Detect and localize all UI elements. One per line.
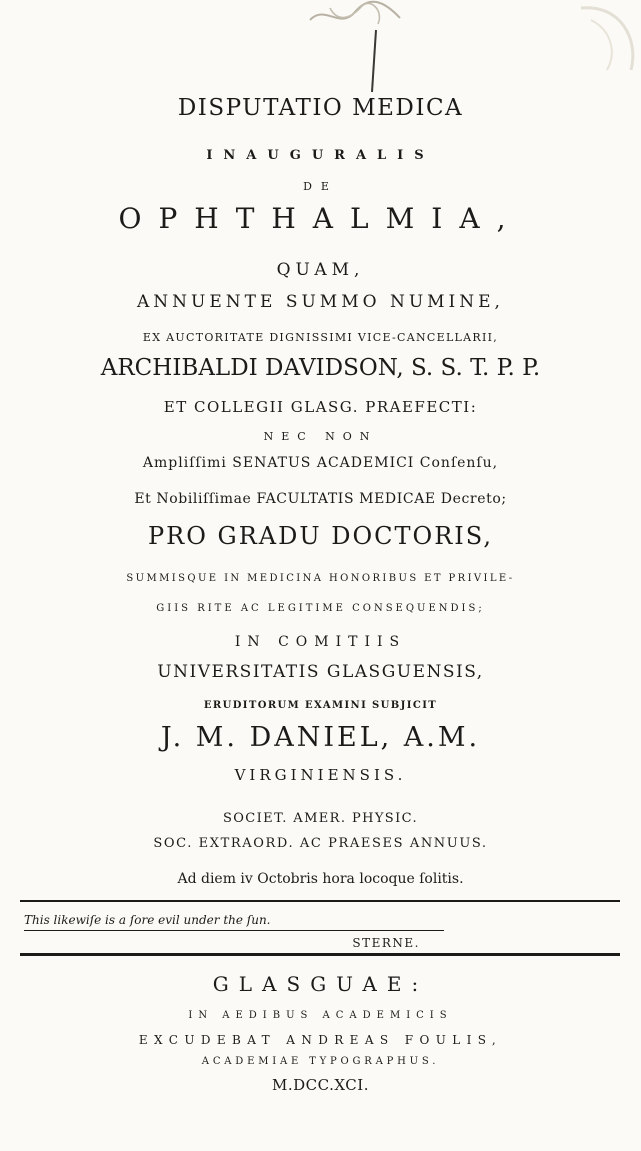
epigraph: This likewiſe is a ſore evil under the ſun. (24, 913, 271, 927)
in-comitiis-line: IN COMITIIS (234, 634, 407, 650)
collegii-line: ET COLLEGII GLASG. PRAEFECTI: (163, 398, 478, 416)
imprint-year: M.DCC.XCI. (272, 1076, 369, 1094)
giis-line: GIIS RITE AC LEGITIME CONSEQUENDIS; (156, 603, 485, 614)
eruditorum-line: ERUDITORUM EXAMINI SUBJICIT (203, 700, 438, 711)
epigraph-source: STERNE. (352, 936, 420, 950)
ad-diem-line: Ad diem iv Octobris hora locoque ſolitis. (177, 871, 464, 887)
top-rule (20, 900, 620, 902)
pro-gradu-line: PRO GRADU DOCTORIS, (148, 522, 493, 550)
in-aedibus-line: IN AEDIBUS ACADEMICIS (188, 1010, 453, 1021)
typographus-line: ACADEMIAE TYPOGRAPHUS. (201, 1056, 440, 1067)
universitatis-line: UNIVERSITATIS GLASGUENSIS, (157, 662, 484, 682)
excudebat-line: EXCUDEBAT ANDREAS FOULIS, (138, 1033, 503, 1047)
nec-non-line: NEC NON (263, 430, 378, 443)
bottom-rule (20, 953, 620, 956)
heading: DISPUTATIO MEDICA (177, 95, 464, 121)
glasguae-line: GLASGUAE: (212, 972, 429, 996)
ink-signature-mark (300, 0, 420, 96)
senatus-line: Ampliſſimi SENATUS ACADEMICI Conſenſu, (142, 455, 499, 471)
summisque-line: SUMMISQUE IN MEDICINA HONORIBUS ET PRIVILE- (126, 573, 515, 584)
soc-extraord-line: SOC. EXTRAORD. AC PRAESES ANNUUS. (153, 836, 488, 851)
annuente-line: ANNUENTE SUMMO NUMINE, (137, 292, 504, 312)
auctoritate-line: EX AUCTORITATE DIGNISSIMI VICE-CANCELLARII, (142, 331, 499, 344)
de-line: DE (303, 180, 338, 193)
epigraph-underline (24, 930, 444, 931)
quam-line: QUAM, (276, 260, 365, 280)
inauguralis: INAUGURALIS (206, 148, 435, 163)
societ-line: SOCIET. AMER. PHYSIC. (222, 811, 419, 826)
author-name: J. M. DANIEL, A.M. (160, 722, 481, 753)
vice-chancellor-name: ARCHIBALDI DAVIDSON, S. S. T. P. P. (100, 355, 541, 381)
facultatis-line: Et Nobiliſſimae FACULTATIS MEDICAE Decreto; (134, 491, 507, 507)
subject-title: OPHTHALMIA, (118, 202, 523, 235)
virginiensis-line: VIRGINIENSIS. (234, 766, 407, 784)
